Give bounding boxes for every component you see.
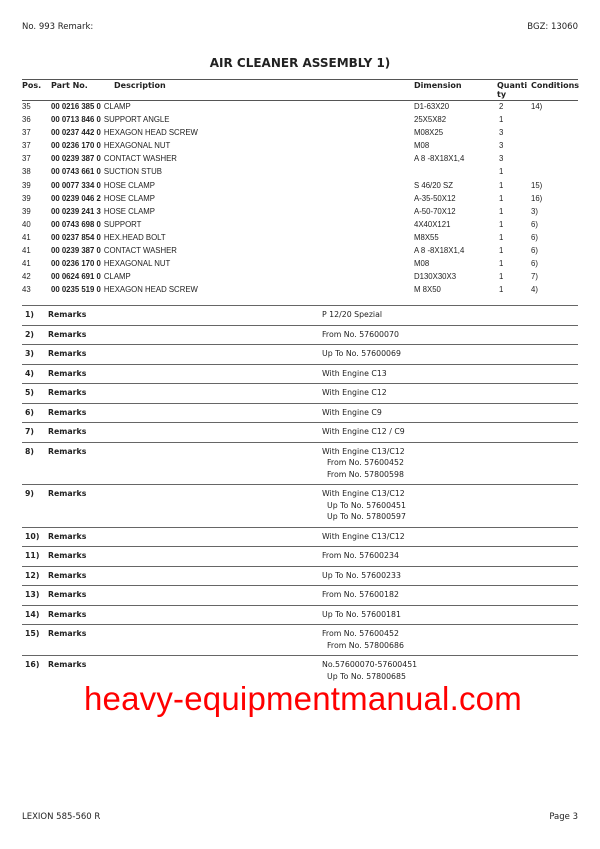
remark-number: 16) — [25, 660, 40, 669]
parts-table — [22, 100, 578, 296]
remark-row — [22, 624, 578, 655]
remark-line: Up To No. 57600233 — [322, 570, 401, 580]
remark-label: Remarks — [48, 427, 87, 436]
cell-part-desc — [51, 231, 166, 244]
cell-dim: M08 — [414, 259, 430, 269]
remark-row — [22, 422, 578, 442]
cell-desc: SUCTION STUB — [103, 167, 162, 177]
remark-number: 11) — [25, 551, 40, 560]
table-row — [22, 152, 578, 165]
remark-text — [322, 488, 578, 523]
cell-part-desc — [51, 126, 198, 139]
remark-row — [22, 305, 578, 325]
cell-part: 00 0239 387 0 — [51, 154, 101, 164]
cell-qty: 1 — [499, 219, 504, 229]
cell-part-desc — [51, 179, 155, 192]
remark-line: P 12/20 Spezial — [322, 310, 383, 319]
cell-qty: 3 — [499, 154, 504, 164]
col-desc: Description — [114, 81, 166, 90]
remark-row — [22, 344, 578, 364]
cell-part: 00 0743 698 0 — [51, 219, 101, 229]
remark-row — [22, 566, 578, 586]
remark-number: 7) — [25, 427, 34, 436]
cell-desc: SUPPORT ANGLE — [103, 115, 170, 125]
table-row — [22, 270, 578, 283]
cell-cond: 15) — [531, 180, 543, 190]
remark-text — [322, 348, 578, 360]
remark-label: Remarks — [48, 329, 87, 339]
col-qty: Quanti ty — [497, 81, 528, 99]
remark-label: Remarks — [48, 407, 87, 417]
remark-label: Remarks — [48, 446, 87, 456]
cell-pos: 40 — [22, 219, 31, 229]
cell-pos: 39 — [22, 193, 31, 203]
table-row — [22, 231, 578, 244]
cell-part: 00 0713 846 0 — [51, 115, 101, 125]
remark-text — [322, 309, 578, 321]
cell-cond: 7) — [531, 272, 538, 282]
cell-pos: 37 — [22, 154, 31, 164]
cell-pos: 36 — [22, 115, 31, 125]
remark-line: From No. 57600070 — [322, 329, 399, 339]
cell-desc: HOSE CLAMP — [103, 193, 156, 203]
cell-dim: M 8X50 — [414, 285, 441, 295]
cell-pos: 35 — [22, 102, 31, 111]
remark-label: Remarks — [48, 660, 87, 669]
remark-text — [322, 531, 578, 543]
remark-line: With Engine C12 — [322, 388, 387, 397]
cell-part-desc — [51, 192, 155, 205]
col-pos: Pos. — [22, 81, 42, 90]
cell-desc: CLAMP — [103, 272, 131, 282]
header-bgz: BGZ: 13060 — [527, 22, 578, 32]
remark-row — [22, 605, 578, 625]
cell-qty: 1 — [499, 180, 504, 190]
cell-qty: 1 — [499, 285, 504, 295]
remark-number: 6) — [25, 407, 34, 417]
remark-line: No.57600070-57600451 — [322, 660, 418, 669]
cell-dim: D130X30X3 — [414, 272, 457, 282]
remark-line: From No. 57800598 — [327, 469, 404, 479]
remark-row — [22, 546, 578, 566]
remark-text — [322, 628, 578, 651]
cell-dim: 25X5X82 — [414, 115, 447, 125]
remark-row — [22, 527, 578, 547]
cell-pos: 41 — [22, 232, 31, 242]
remark-number: 1) — [25, 310, 34, 319]
remark-line: From No. 57600234 — [322, 551, 399, 560]
cell-qty: 1 — [499, 272, 504, 282]
cell-part-desc — [51, 165, 162, 178]
cell-pos: 41 — [22, 246, 31, 256]
remark-line: Up To No. 57600181 — [322, 609, 401, 619]
cell-dim: 4X40X121 — [414, 219, 451, 229]
cell-cond: 3) — [531, 206, 538, 216]
cell-dim: A-35-50X12 — [414, 193, 456, 203]
remark-label: Remarks — [48, 368, 87, 378]
cell-pos: 43 — [22, 285, 31, 295]
remark-line: From No. 57600182 — [322, 590, 399, 599]
remark-line: With Engine C13 — [322, 368, 387, 378]
cell-part-desc — [51, 113, 169, 126]
cell-dim: D1-63X20 — [414, 102, 450, 111]
remark-text — [322, 609, 578, 621]
cell-dim: A 8 -8X18X1,4 — [414, 246, 465, 256]
cell-part: 00 0743 661 0 — [51, 167, 101, 177]
remark-label: Remarks — [48, 489, 87, 498]
remark-text — [322, 368, 578, 380]
remark-number: 13) — [25, 590, 40, 599]
table-row — [22, 244, 578, 257]
remark-row — [22, 484, 578, 527]
cell-cond: 6) — [531, 219, 538, 229]
remark-line: With Engine C13/C12 — [322, 446, 405, 456]
remark-line: With Engine C9 — [322, 407, 382, 417]
remark-text — [322, 659, 578, 682]
cell-dim: M8X55 — [414, 232, 439, 242]
remark-row — [22, 383, 578, 403]
cell-qty: 1 — [499, 167, 504, 177]
remark-text — [322, 550, 578, 562]
remark-number: 4) — [25, 368, 34, 378]
cell-dim: M08X25 — [414, 128, 444, 138]
cell-part: 00 0237 442 0 — [51, 128, 101, 138]
cell-qty: 1 — [499, 232, 504, 242]
remark-label: Remarks — [48, 349, 87, 358]
cell-desc: HEXAGON HEAD SCREW — [103, 128, 198, 138]
remark-label: Remarks — [48, 310, 87, 319]
remark-number: 10) — [25, 531, 40, 541]
remark-label: Remarks — [48, 531, 87, 541]
remark-number: 3) — [25, 349, 34, 358]
table-row — [22, 257, 578, 270]
remark-label: Remarks — [48, 388, 87, 397]
cell-part-desc — [51, 257, 170, 270]
remark-number: 5) — [25, 388, 34, 397]
cell-dim: M08 — [414, 141, 430, 151]
remark-line: With Engine C13/C12 — [322, 489, 405, 498]
cell-part: 00 0216 385 0 — [51, 102, 101, 111]
col-dim: Dimension — [414, 81, 462, 90]
cell-pos: 42 — [22, 272, 31, 282]
remark-number: 14) — [25, 609, 40, 619]
cell-part: 00 0239 387 0 — [51, 246, 101, 256]
cell-part-desc — [51, 218, 141, 231]
cell-part: 00 0077 334 0 — [51, 180, 101, 190]
remark-number: 12) — [25, 570, 40, 580]
cell-qty: 1 — [499, 115, 504, 125]
cell-part-desc — [51, 205, 155, 218]
cell-dim: S 46/20 SZ — [414, 180, 454, 190]
remark-row — [22, 325, 578, 345]
cell-qty: 1 — [499, 246, 504, 256]
remark-label: Remarks — [48, 629, 87, 638]
remark-text — [322, 329, 578, 341]
remark-number: 2) — [25, 329, 34, 339]
cell-part: 00 0235 519 0 — [51, 285, 101, 295]
table-row — [22, 218, 578, 231]
cell-desc: CONTACT WASHER — [103, 154, 177, 164]
cell-dim: A-50-70X12 — [414, 206, 456, 216]
cell-qty: 1 — [499, 259, 504, 269]
cell-part: 00 0239 046 2 — [51, 193, 101, 203]
cell-qty: 3 — [499, 141, 504, 151]
remark-text — [322, 387, 578, 399]
cell-part-desc — [51, 139, 170, 152]
cell-desc: CLAMP — [103, 102, 131, 111]
cell-part-desc — [51, 270, 131, 283]
remark-text — [322, 407, 578, 419]
cell-pos: 37 — [22, 141, 31, 151]
remark-text — [322, 589, 578, 601]
remark-line: From No. 57600452 — [327, 458, 404, 467]
remark-label: Remarks — [48, 551, 87, 560]
watermark: heavy-equipmentmanual.com — [84, 680, 522, 717]
cell-cond: 16) — [531, 193, 543, 203]
cell-cond: 6) — [531, 259, 538, 269]
remark-number: 9) — [25, 489, 34, 498]
table-row — [22, 205, 578, 218]
cell-cond: 14) — [531, 102, 543, 111]
remark-text — [322, 446, 578, 481]
remark-line: Up To No. 57800597 — [327, 512, 406, 521]
remark-line: From No. 57600452 — [322, 629, 399, 638]
remark-label: Remarks — [48, 590, 87, 599]
remark-row — [22, 442, 578, 485]
remark-line: With Engine C13/C12 — [322, 531, 405, 541]
page-title: AIR CLEANER ASSEMBLY 1) — [209, 56, 391, 70]
remark-row — [22, 403, 578, 423]
cell-pos: 39 — [22, 206, 31, 216]
table-row — [22, 126, 578, 139]
cell-desc: HOSE CLAMP — [103, 206, 156, 216]
cell-part-desc — [51, 244, 177, 257]
cell-pos: 39 — [22, 180, 31, 190]
cell-cond: 6) — [531, 232, 538, 242]
col-part: Part No. — [51, 81, 88, 90]
remark-row — [22, 364, 578, 384]
cell-desc: SUPPORT — [103, 219, 142, 229]
remark-label: Remarks — [48, 570, 87, 580]
cell-part: 00 0236 170 0 — [51, 259, 101, 269]
remark-number: 15) — [25, 629, 40, 638]
table-row — [22, 283, 578, 296]
table-row — [22, 113, 578, 126]
cell-desc: HEX.HEAD BOLT — [103, 232, 166, 242]
cell-desc: HEXAGON HEAD SCREW — [103, 285, 198, 295]
table-row — [22, 179, 578, 192]
cell-pos: 37 — [22, 128, 31, 138]
cell-qty: 2 — [499, 102, 504, 111]
cell-dim: A 8 -8X18X1,4 — [414, 154, 465, 164]
col-cond: Conditions — [531, 81, 580, 90]
cell-pos: 41 — [22, 259, 31, 269]
cell-part: 00 0239 241 3 — [51, 206, 101, 216]
remarks-table — [22, 305, 578, 686]
remark-number: 8) — [25, 446, 34, 456]
cell-qty: 1 — [499, 193, 504, 203]
table-row — [22, 192, 578, 205]
cell-qty: 3 — [499, 128, 504, 138]
table-row — [22, 165, 578, 178]
remark-line: Up To No. 57600069 — [322, 349, 401, 358]
remark-line: With Engine C12 / C9 — [322, 427, 405, 436]
footer-page: Page 3 — [549, 812, 578, 822]
remark-line: From No. 57800686 — [327, 640, 404, 650]
remark-row — [22, 585, 578, 605]
footer-model: LEXION 585-560 R — [22, 812, 101, 822]
remark-text — [322, 570, 578, 582]
cell-pos: 38 — [22, 167, 31, 177]
cell-desc: HEXAGONAL NUT — [103, 259, 171, 269]
cell-part: 00 0237 854 0 — [51, 232, 101, 242]
cell-part-desc — [51, 100, 131, 113]
cell-qty: 1 — [499, 206, 504, 216]
table-header — [22, 79, 578, 101]
cell-part: 00 0236 170 0 — [51, 141, 101, 151]
remark-line: Up To No. 57600451 — [327, 500, 406, 510]
table-row — [22, 139, 578, 152]
cell-part-desc — [51, 283, 198, 296]
header-remark: No. 993 Remark: — [22, 22, 94, 32]
cell-desc: HEXAGONAL NUT — [103, 141, 171, 151]
cell-cond: 6) — [531, 246, 538, 256]
remark-text — [322, 426, 578, 438]
remark-line: Up To No. 57800685 — [327, 671, 406, 681]
cell-desc: HOSE CLAMP — [103, 180, 156, 190]
cell-part: 00 0624 691 0 — [51, 272, 101, 282]
remark-label: Remarks — [48, 609, 87, 619]
cell-desc: CONTACT WASHER — [103, 246, 177, 256]
cell-cond: 4) — [531, 285, 538, 295]
cell-part-desc — [51, 152, 177, 165]
table-row — [22, 100, 578, 113]
